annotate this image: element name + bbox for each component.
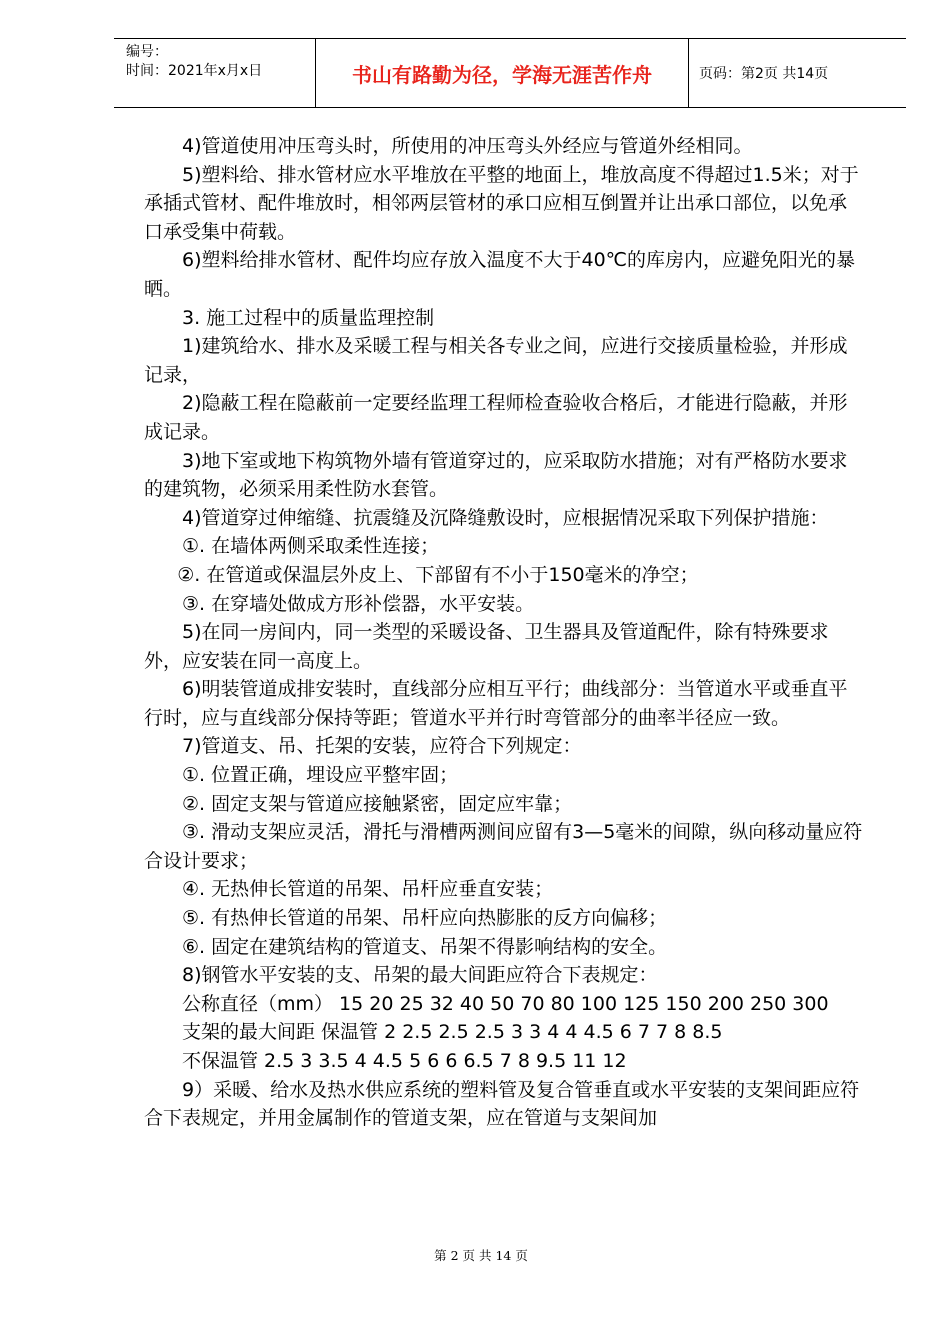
header-page-label: 页码：第2页 共14页: [699, 66, 829, 82]
list-item: ②. 在管道或保温层外皮上、下部留有不小于150毫米的净空；: [177, 563, 699, 586]
page-footer: 第 2 页 共 14 页: [434, 1248, 528, 1263]
list-item: ③. 在穿墙处做成方形补偿器，水平安装。: [182, 592, 535, 615]
time-label: 时间：2021年x月x日: [126, 63, 263, 79]
header-motto: 书山有路勤为径，学海无涯苦作舟: [316, 39, 689, 107]
paragraph: 8)钢管水平安装的支、吊架的最大间距应符合下表规定：: [182, 964, 658, 987]
list-item: ⑤. 有热伸长管道的吊架、吊杆应向热膨胀的反方向偏移；: [182, 907, 668, 930]
list-item: ①. 在墙体两侧采取柔性连接；: [182, 535, 440, 558]
paragraph: 7)管道支、吊、托架的安装，应符合下列规定：: [182, 735, 582, 758]
paragraph: 4)管道使用冲压弯头时，所使用的冲压弯头外经应与管道外经相同。: [182, 135, 753, 157]
table-row: 不保温管 2.5 3 3.5 4 4.5 5 6 6 6.5 7 8 9.5 11 12: [182, 1050, 627, 1072]
list-item: ③. 滑动支架应灵活，滑托与滑槽两测间应留有3—5毫米的间隙，纵向移动量应符合设计要求；: [144, 821, 863, 872]
paragraph: 4)管道穿过伸缩缝、抗震缝及沉降缝敷设时，应根据情况采取下列保护措施：: [182, 506, 829, 529]
paragraph: 1)建筑给水、排水及采暖工程与相关各专业之间，应进行交接质量检验，并形成记录，: [144, 335, 848, 386]
list-item: ④. 无热伸长管道的吊架、吊杆应垂直安装；: [182, 878, 554, 901]
table-row: 支架的最大间距 保温管 2 2.5 2.5 2.5 3 3 4 4 4.5 6 7 7 8 8.5: [182, 1021, 723, 1044]
section-heading: 3. 施工过程中的质量监理控制: [182, 306, 435, 329]
paragraph: 6)塑料给排水管材、配件均应存放入温度不大于40℃的库房内，应避免阳光的暴晒。: [144, 249, 856, 300]
document-body: [144, 132, 864, 1133]
paragraph: 5)在同一房间内，同一类型的采暖设备、卫生器具及管道配件，除有特殊要求外，应安装在同一高度上。: [144, 621, 829, 672]
header-meta: [114, 39, 316, 107]
number-label: 编号：: [126, 44, 168, 60]
table-row: 公称直径（mm） 15 20 25 32 40 50 70 80 100 125 150 200 250 300: [182, 992, 829, 1015]
paragraph: 5)塑料给、排水管材应水平堆放在平整的地面上，堆放高度不得超过1.5米；对于承插式管材、配件堆放时，相邻两层管材的承口应相互倒置并让出承口部位，以免承口承受集中荷载。: [144, 163, 859, 243]
page-header: [114, 38, 906, 108]
list-item: ②. 固定支架与管道应接触紧密，固定应牢靠；: [182, 792, 573, 815]
paragraph: 6)明装管道成排安装时，直线部分应相互平行；曲线部分：当管道水平或垂直平行时，应与直线部分保持等距；管道水平并行时弯管部分的曲率半径应一致。: [144, 678, 848, 729]
list-item: ①. 位置正确，埋设应平整牢固；: [182, 764, 459, 787]
paragraph: 3)地下室或地下构筑物外墙有管道穿过的，应采取防水措施；对有严格防水要求的建筑物，必须采用柔性防水套管。: [144, 449, 848, 501]
paragraph: 9）采暖、给水及热水供应系统的塑料管及复合管垂直或水平安装的支架间距应符合下表规定，并用金属制作的管道支架，应在管道与支架间加: [144, 1078, 860, 1130]
paragraph: 2)隐蔽工程在隐蔽前一定要经监理工程师检查验收合格后，才能进行隐蔽，并形成记录。: [144, 392, 848, 443]
list-item: ⑥. 固定在建筑结构的管道支、吊架不得影响结构的安全。: [182, 935, 668, 958]
